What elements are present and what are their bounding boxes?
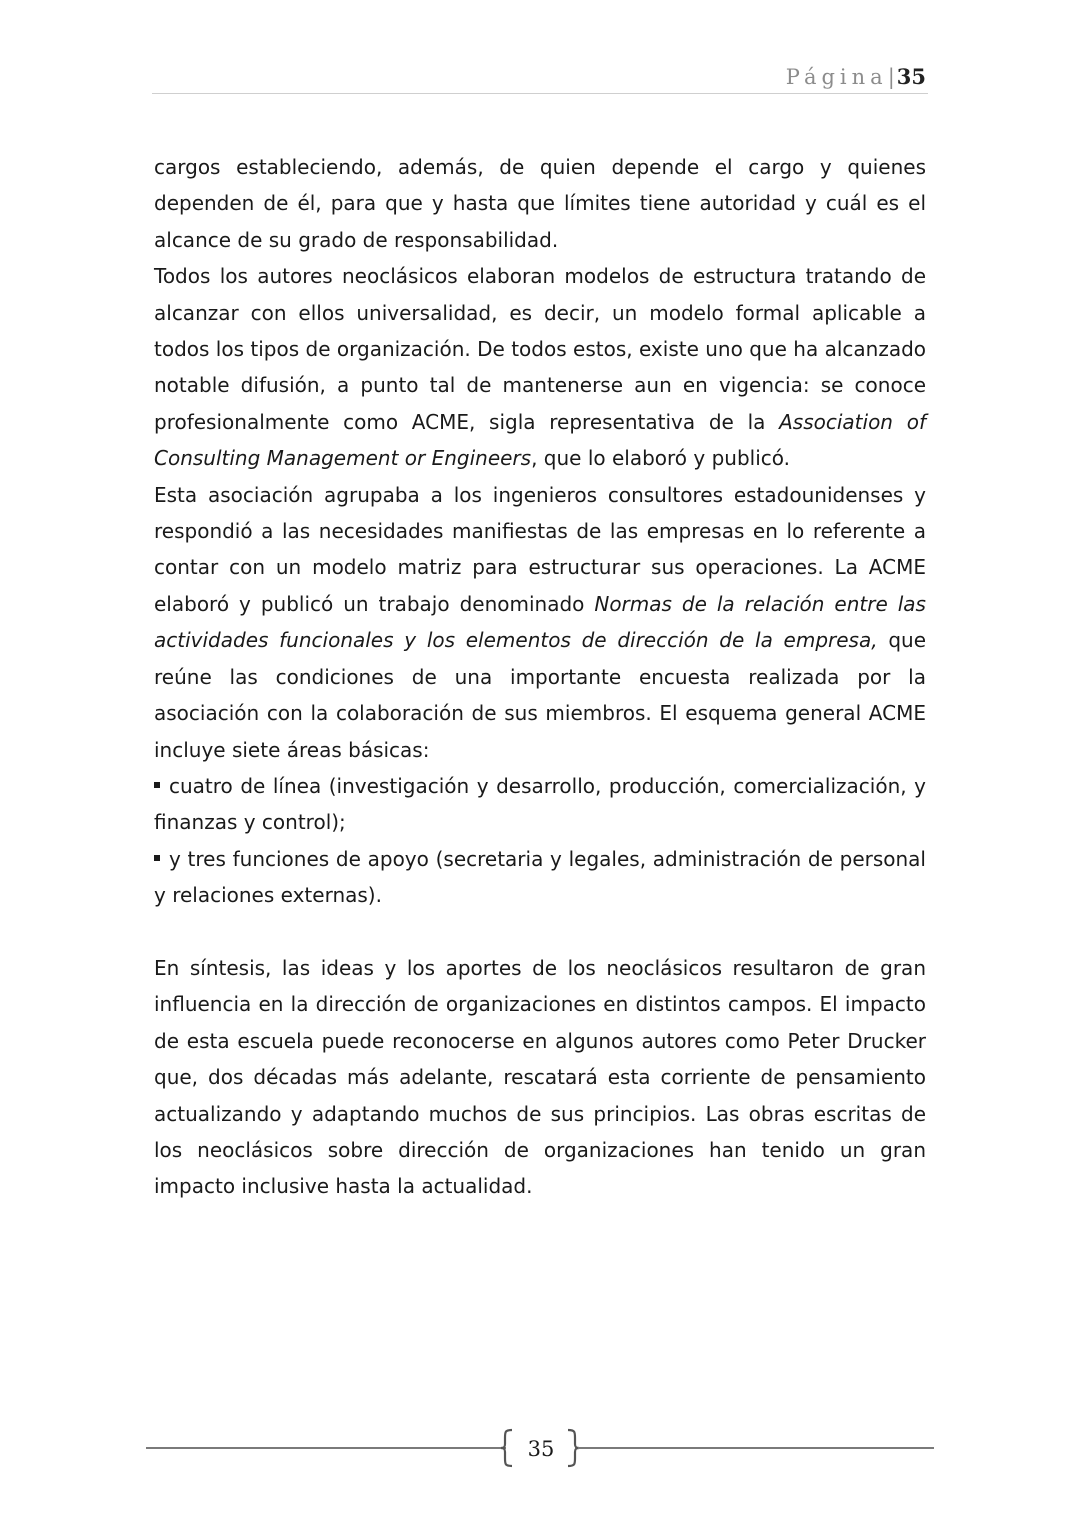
footer-page-number: 35: [527, 1437, 555, 1461]
italic-text: Association of Consulting Management or Engineers: [154, 409, 926, 471]
bullet-item: [154, 841, 926, 914]
italic-text: Normas de la relación entre las actividades funcionales y los elementos de dirección de la empresa,: [154, 591, 926, 653]
paragraph: [154, 477, 926, 768]
text-segment: Todos los autores neoclásicos elaboran modelos de estructura tratando de alcanzar con ellos universalidad, es decir, un modelo formal aplicable a todos los tipos de organización. De todos estos, existe uno que ha alcanzado notable difusión, a punto tal de mantenerse aun en vigencia: se conoce profesionalmente como ACME, sigla representativa de la: [154, 264, 926, 434]
paragraph: [154, 149, 926, 258]
paragraph: [154, 950, 926, 1205]
header-page-number: 35: [896, 64, 926, 89]
body-text: [154, 149, 926, 1205]
paragraph: [154, 258, 926, 476]
text-segment: que reúne las condiciones de una importante encuesta realizada por la asociación con la colaboración de sus miembros. El esquema general ACME incluye siete áreas básicas:: [154, 628, 926, 762]
text-segment: Esta asociación agrupaba a los ingenieros consultores estadounidenses y respondió a las necesidades manifiestas de las empresas en lo referente a contar con un modelo matriz para estructurar sus operaciones. La ACME elaboró y publicó un trabajo denominado: [154, 482, 926, 616]
footer-left-bracket: [500, 1428, 514, 1468]
header-page-label: [786, 64, 926, 90]
text-segment: cargos estableciendo, además, de quien depende el cargo y quienes dependen de él, para que y hasta que límites tiene autoridad y cuál es el alcance de su grado de responsabilidad.: [154, 155, 926, 252]
bullet-icon: [154, 855, 160, 861]
text-segment: , que lo elaboró y publicó.: [531, 446, 791, 471]
page-header: [152, 62, 928, 94]
bullet-icon: [154, 782, 160, 788]
footer-rule-right: [578, 1447, 934, 1449]
text-segment: cuatro de línea (investigación y desarrollo, producción, comercialización, y finanzas y control);: [154, 773, 926, 835]
header-label: Página: [785, 65, 888, 89]
text-segment: y tres funciones de apoyo (secretaria y legales, administración de personal y relaciones externas).: [154, 846, 926, 908]
bullet-item: [154, 768, 926, 841]
header-separator: |: [887, 65, 895, 89]
text-segment: En síntesis, las ideas y los aportes de los neoclásicos resultaron de gran influencia en la dirección de organizaciones en distintos campos. El impacto de esta escuela puede reconocerse en algunos autores como Peter Drucker que, dos décadas más adelante, rescatará esta corriente de pensamiento actualizando y adaptando muchos de sus principios. Las obras escritas de los neoclásicos sobre dirección de organizaciones han tenido un gran impacto inclusive hasta la actualidad.: [154, 955, 926, 1199]
footer-rule-left: [146, 1447, 506, 1449]
